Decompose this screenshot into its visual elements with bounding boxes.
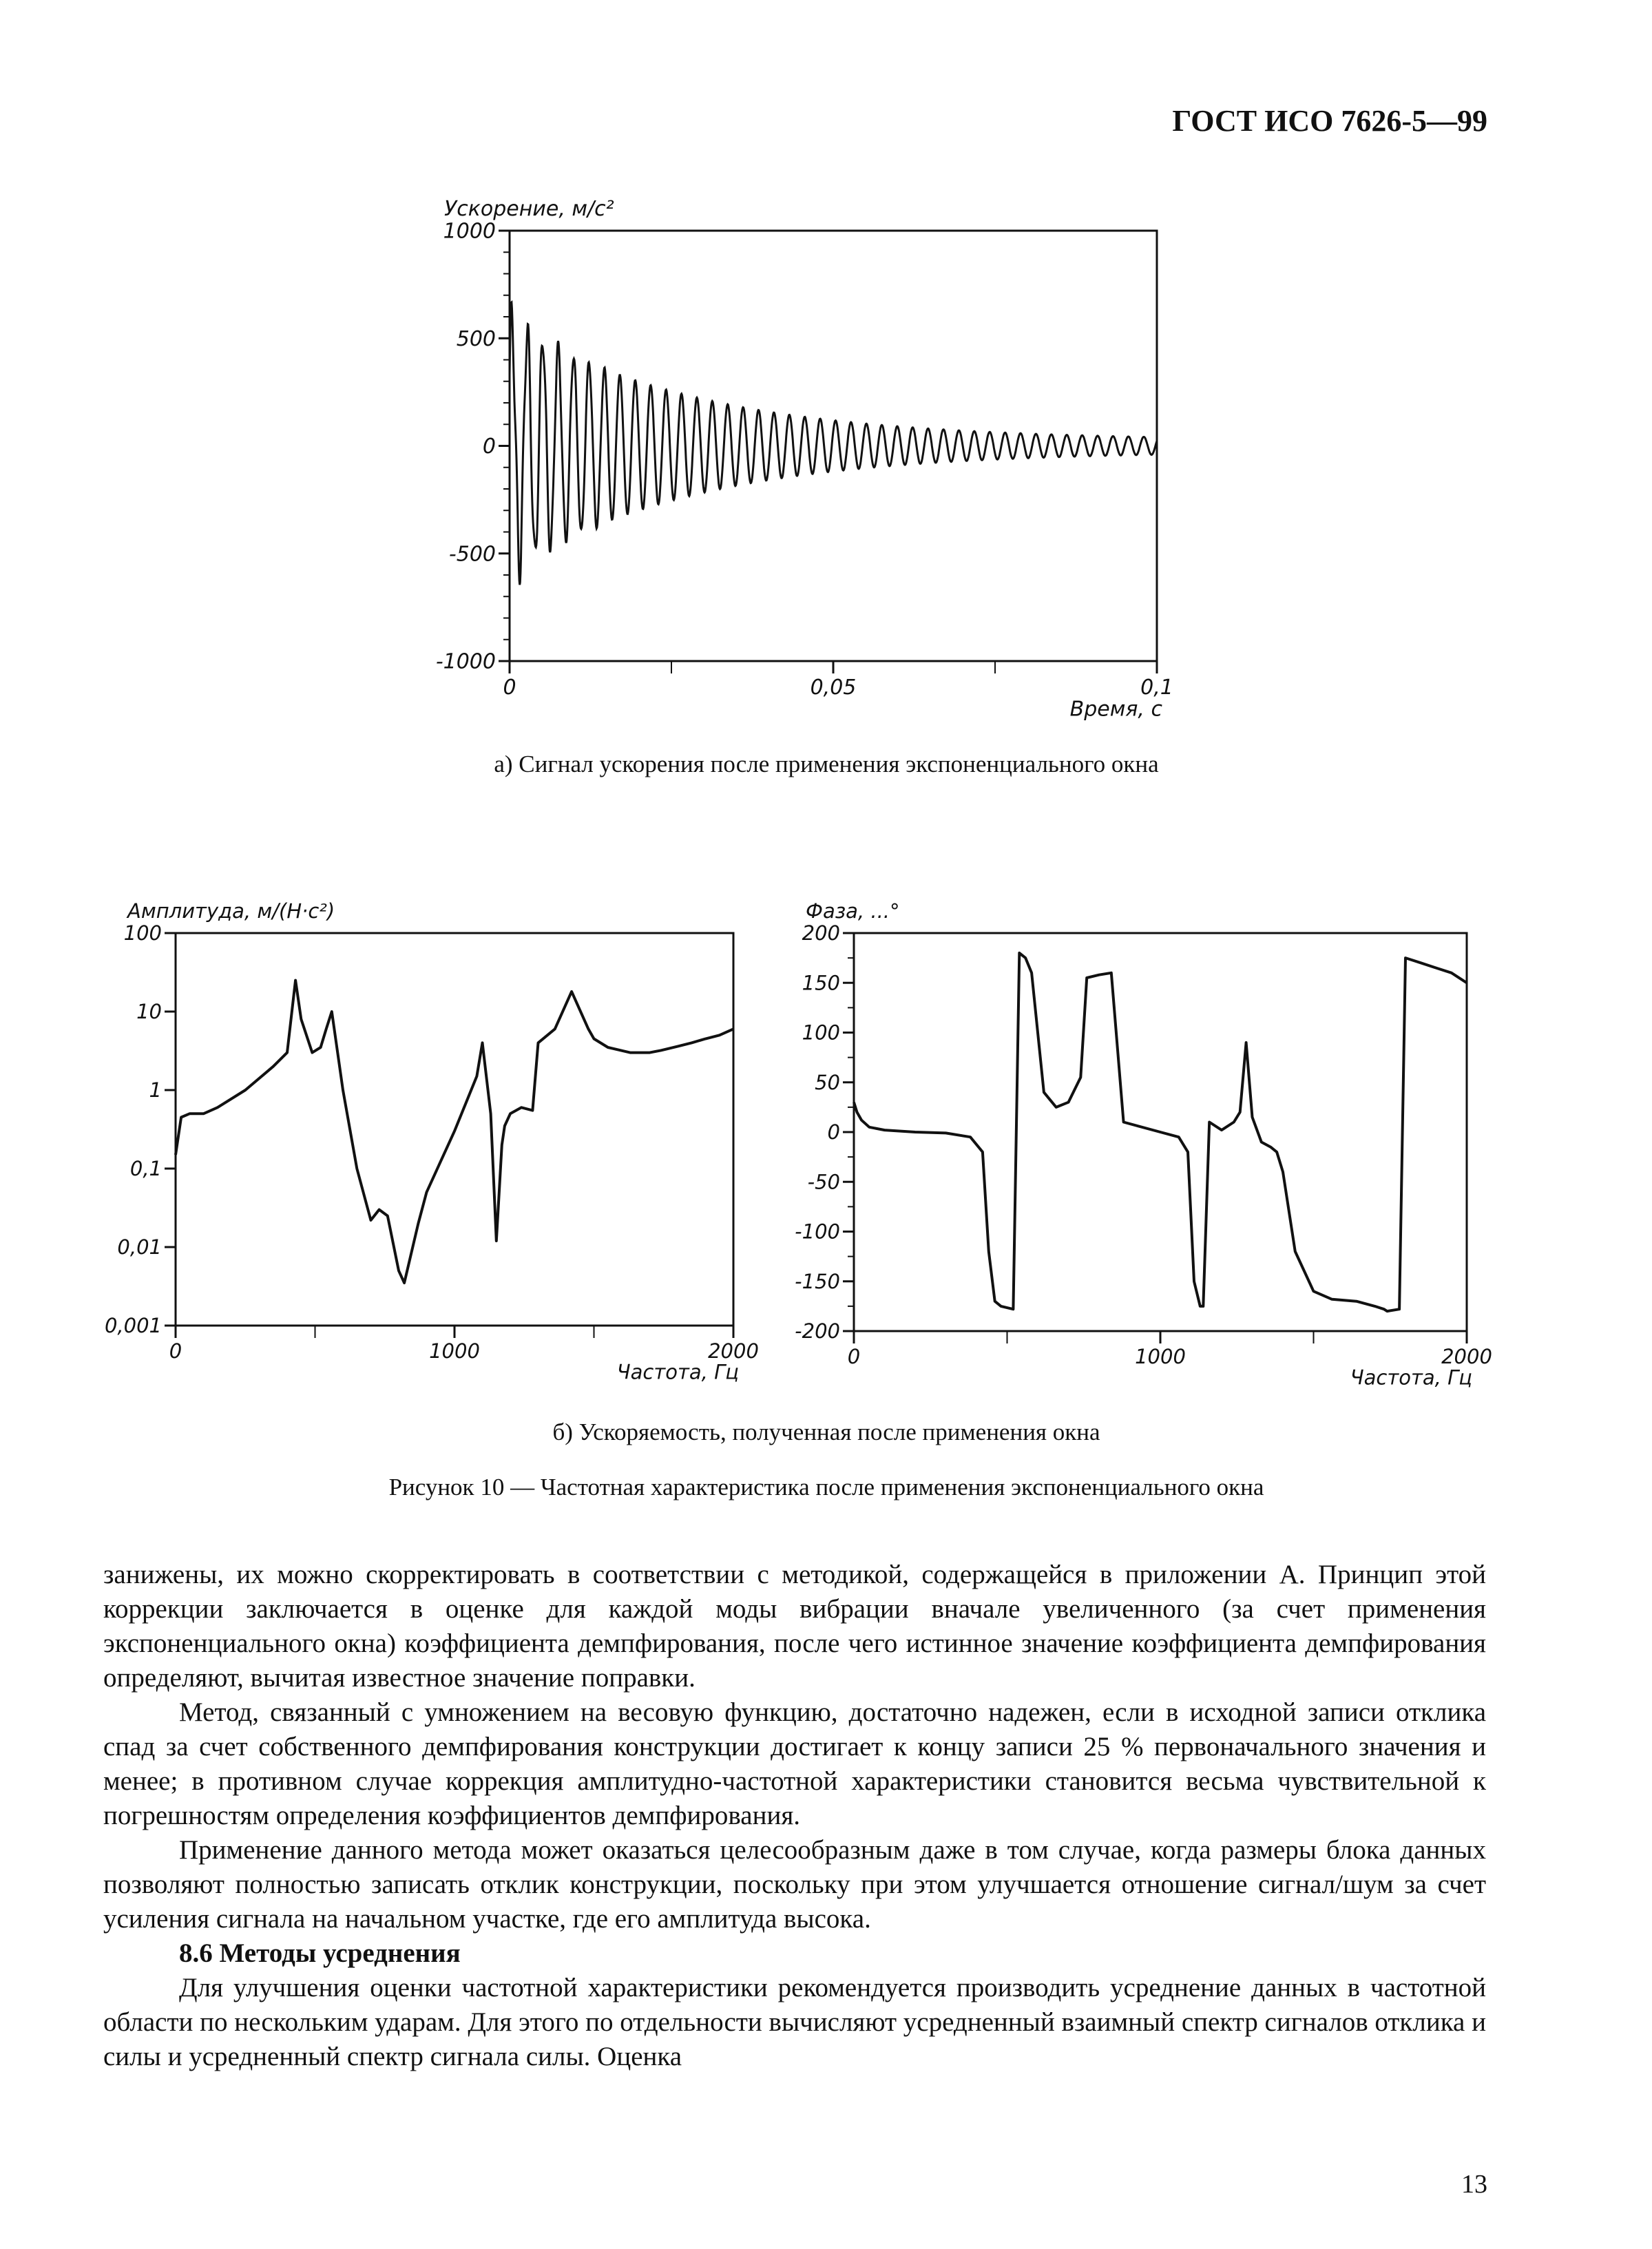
x-tick-label: 0 — [847, 1345, 861, 1368]
caption-a: а) Сигнал ускорения после применения экспоненциального окна — [494, 751, 1159, 777]
y-tick-label: 0,001 — [104, 1314, 162, 1338]
x-tick-label: 1000 — [429, 1339, 480, 1363]
y-tick-label: 0 — [827, 1120, 840, 1144]
y-axis-label: Ускорение, м/с² — [444, 197, 614, 221]
y-tick-label: 1000 — [443, 219, 496, 244]
y-tick-label: -500 — [448, 542, 496, 567]
section-title: 8.6 Методы усреднения — [179, 1938, 461, 1968]
page-number: 13 — [1461, 2170, 1487, 2199]
x-tick-label: 0,1 — [1140, 676, 1173, 700]
y-axis-label: Амплитуда, м/(Н·с²) — [127, 899, 335, 923]
paragraph: занижены, их можно скорректировать в соответствии с методикой, содержащейся в приложении А. Принцип этой коррекции заключается в оценке для каждой моды вибрации вначале увеличенного (за счет применения экспоненциального окна) коэффициента демпфирования, после чего истинное значение коэффициента демпфирования определяют, вычитая известное значение поправки. — [103, 1560, 1486, 1693]
y-tick-label: 150 — [802, 971, 840, 995]
x-tick-label: 2000 — [708, 1339, 759, 1363]
y-tick-label: 10 — [136, 1000, 162, 1024]
y-tick-label: -1000 — [435, 649, 496, 674]
x-tick-label: 0 — [169, 1339, 182, 1363]
y-tick-label: -150 — [795, 1269, 840, 1293]
y-tick-label: -50 — [807, 1170, 840, 1194]
y-tick-label: -200 — [795, 1319, 840, 1343]
body-text — [103, 1558, 1486, 2074]
paragraph: Применение данного метода может оказаться целесообразным даже в том случае, когда размеры блока данных позволяют полностью записать отклик конструкции, поскольку при этом улучшается отношение сигнал/шум за счет усиления сигнала на начальном участке, где его амплитуда высока. — [103, 1835, 1486, 1934]
y-tick-label: 100 — [802, 1021, 840, 1045]
x-axis-label: Частота, Гц — [616, 1360, 739, 1384]
y-tick-label: -100 — [795, 1220, 840, 1244]
figure-caption: Рисунок 10 — Частотная характеристика после применения экспоненциального окна — [388, 1474, 1264, 1500]
page-header: ГОСТ ИСО 7626-5—99 — [1172, 104, 1487, 138]
y-tick-label: 200 — [802, 921, 840, 945]
y-tick-label: 0 — [482, 435, 496, 459]
y-tick-label: 0,1 — [129, 1157, 162, 1181]
x-axis-label: Частота, Гц — [1350, 1366, 1472, 1390]
x-tick-label: 0 — [503, 676, 516, 700]
caption-b: б) Ускоряемость, полученная после применения окна — [552, 1419, 1100, 1445]
paragraph: Метод, связанный с умножением на весовую функцию, достаточно надежен, если в исходной записи отклика спад за счет собственного демпфирования конструкции достигает к концу записи 25 % первоначального значения и менее; в противном случае коррекция амплитудно-частотной характеристики становится весьма чувствительной к погрешностям определения коэффициентов демпфирования. — [103, 1697, 1486, 1830]
x-axis-label: Время, с — [1069, 697, 1162, 722]
x-tick-label: 2000 — [1441, 1345, 1492, 1368]
x-tick-label: 1000 — [1135, 1345, 1186, 1368]
y-axis-label: Фаза, ...° — [806, 899, 900, 923]
series-line — [854, 953, 1467, 1311]
y-tick-label: 500 — [456, 326, 496, 351]
x-tick-label: 0,05 — [810, 676, 857, 700]
y-tick-label: 1 — [149, 1078, 162, 1102]
y-tick-label: 100 — [123, 921, 162, 945]
y-tick-label: 50 — [815, 1070, 840, 1094]
paragraph: Для улучшения оценки частотной характеристики рекомендуется производить усреднение данных в частотной области по нескольким ударам. Для этого по отдельности вычисляют усредненный взаимный спектр сигналов отклика и силы и усредненный спектр сигнала силы. Оценка — [103, 1973, 1486, 2071]
y-tick-label: 0,01 — [117, 1235, 162, 1259]
